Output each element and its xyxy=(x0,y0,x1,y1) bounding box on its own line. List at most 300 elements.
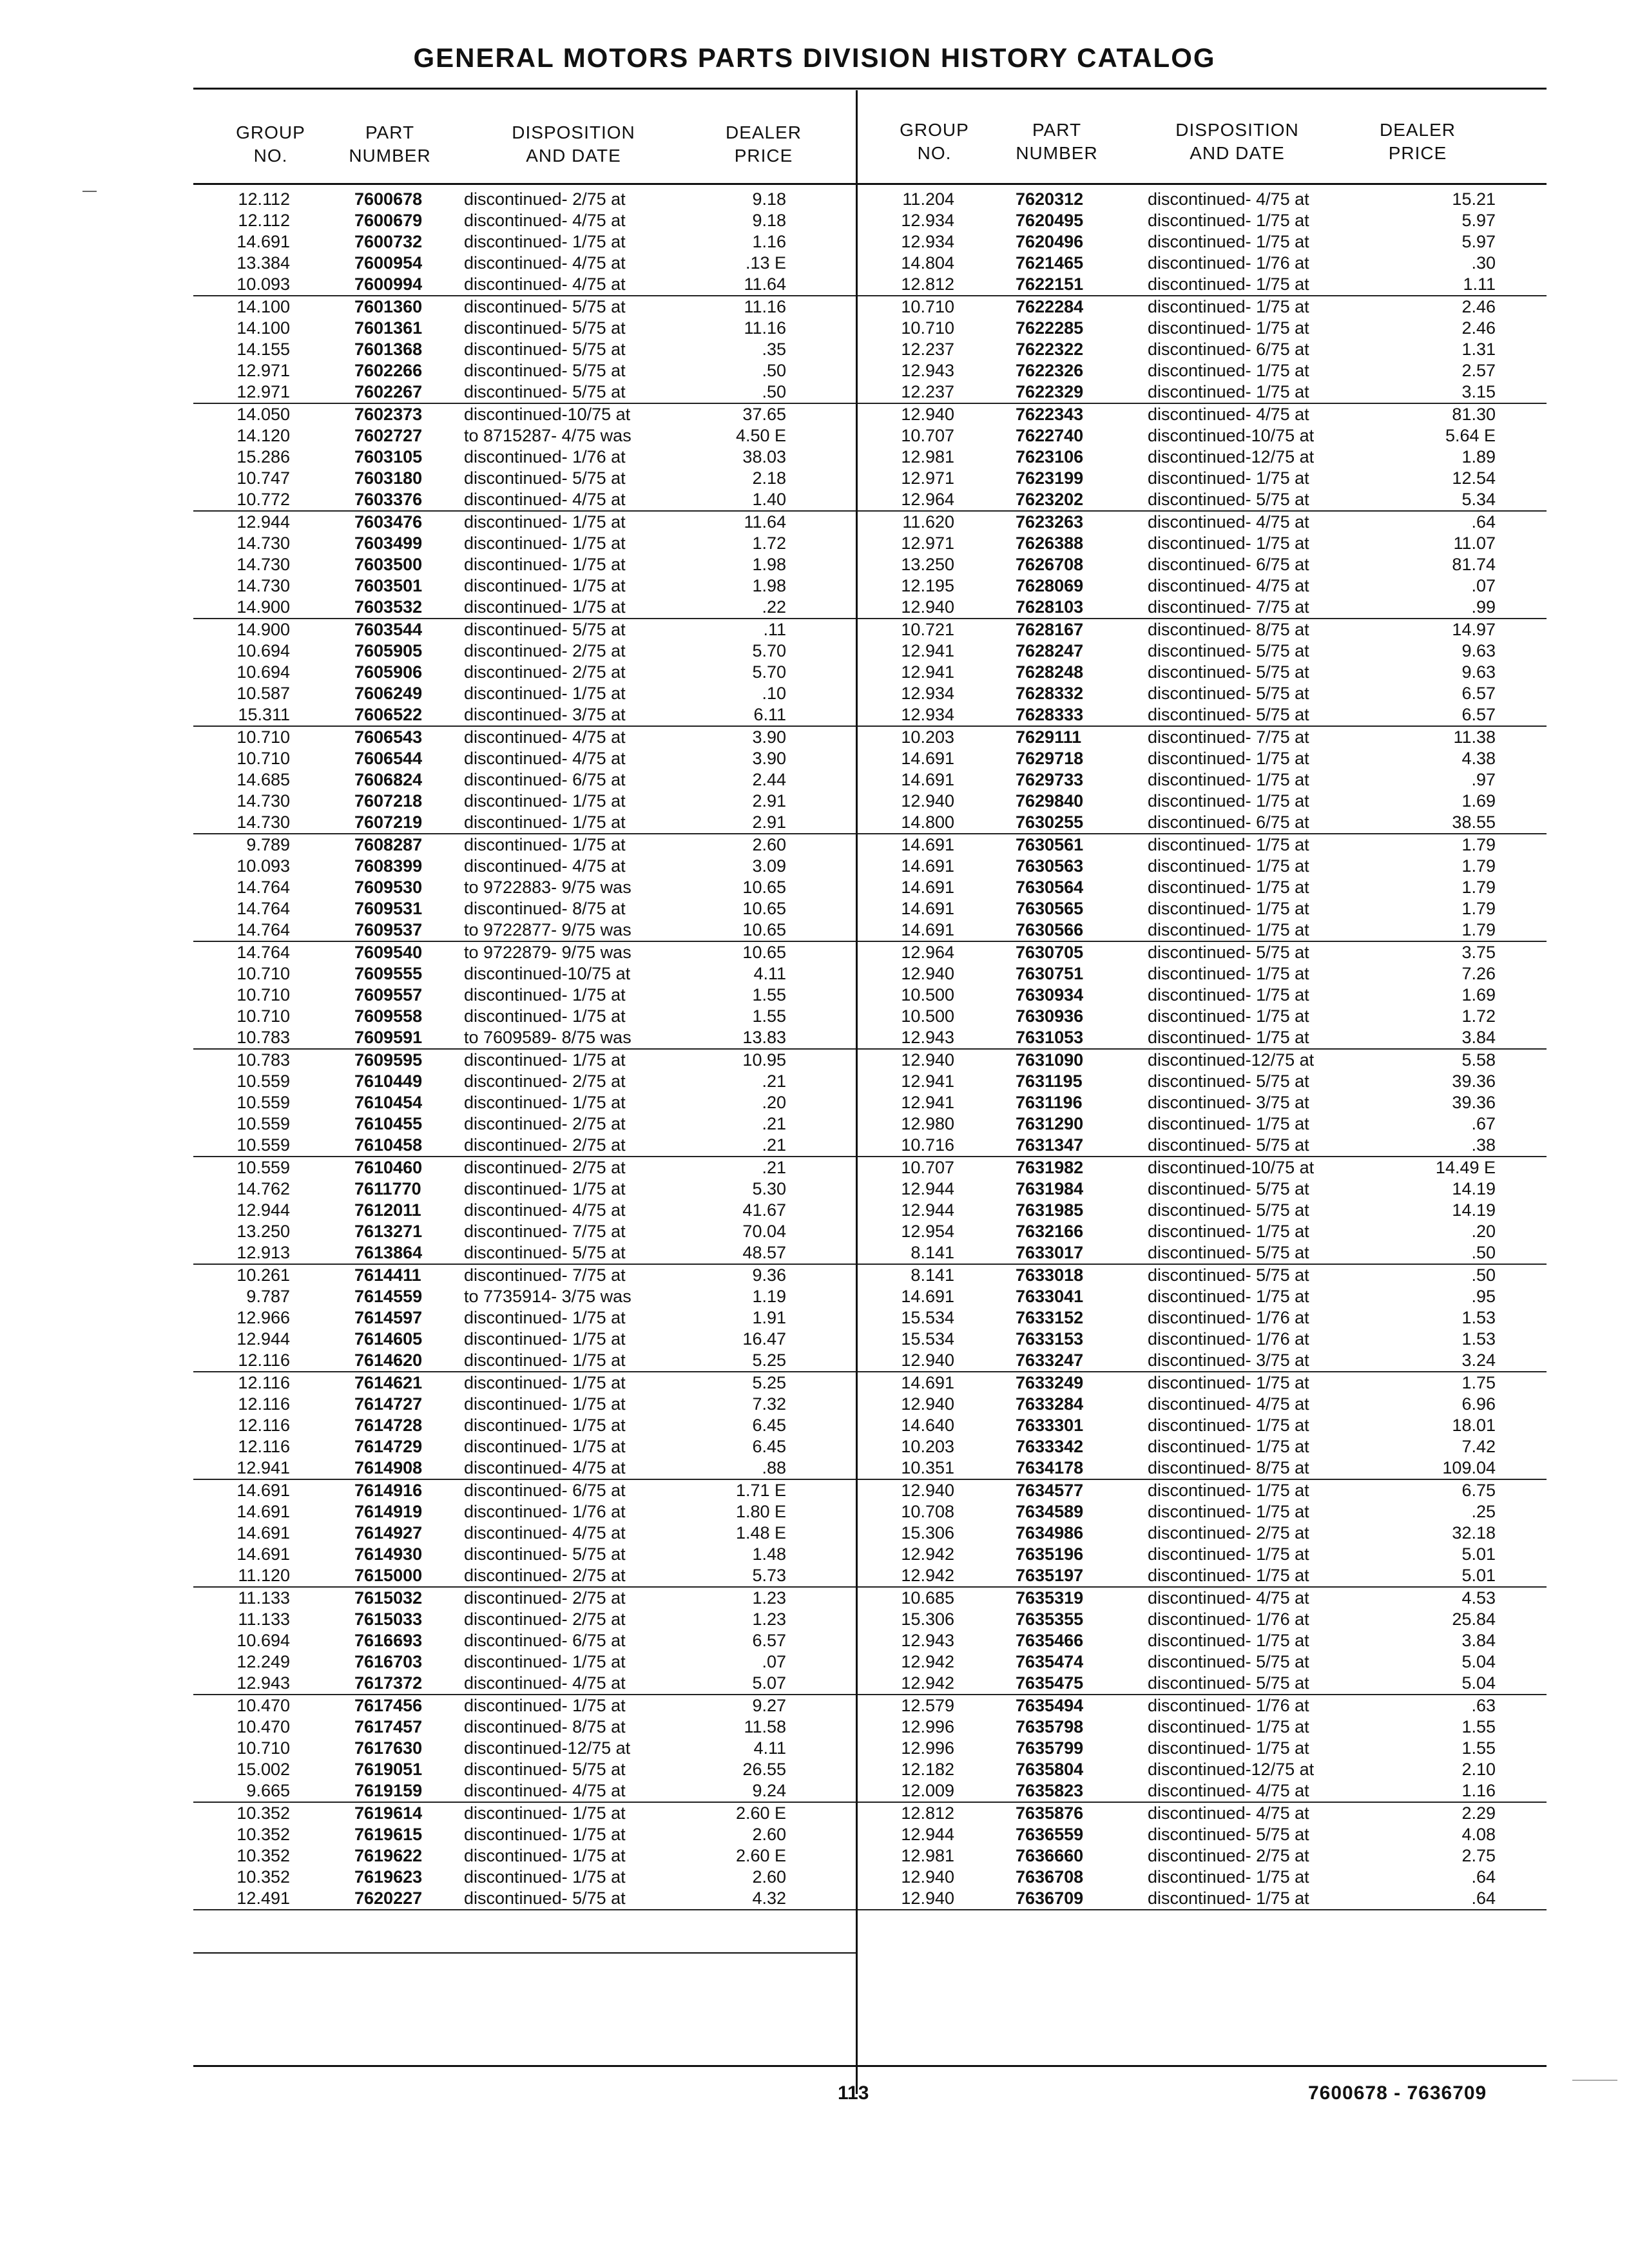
table-row xyxy=(193,812,856,834)
part-number: 7605906 xyxy=(354,662,423,682)
part-number: 7609591 xyxy=(354,1028,423,1047)
group-number: 14.900 xyxy=(236,597,290,617)
dealer-price: 81.30 xyxy=(1452,405,1496,424)
dealer-price: .21 xyxy=(762,1158,786,1177)
part-number: 7606522 xyxy=(354,705,423,724)
part-number: 7601368 xyxy=(354,340,423,359)
table-row xyxy=(193,533,856,554)
part-number: 7615033 xyxy=(354,1610,423,1629)
dealer-price: 2.46 xyxy=(1461,297,1496,316)
part-number: 7626708 xyxy=(1016,555,1084,574)
disposition: discontinued- 5/75 at xyxy=(1148,1200,1309,1220)
dealer-price: 14.19 xyxy=(1452,1200,1496,1220)
table-row xyxy=(193,296,856,318)
dealer-price: .99 xyxy=(1471,597,1496,617)
part-number: 7617457 xyxy=(354,1717,423,1736)
disposition: discontinued- 5/75 at xyxy=(464,620,626,639)
dealer-price: 11.16 xyxy=(744,297,786,316)
group-number: 10.500 xyxy=(901,1006,954,1026)
dealer-price: 2.60 E xyxy=(735,1803,786,1823)
disposition: discontinued- 1/75 at xyxy=(1148,468,1309,488)
group-number: 10.352 xyxy=(236,1825,290,1844)
disposition: discontinued- 1/75 at xyxy=(464,1416,626,1435)
dealer-price: 4.38 xyxy=(1461,749,1496,768)
table-row xyxy=(858,662,1547,683)
disposition: discontinued- 1/75 at xyxy=(464,1179,626,1198)
table-row xyxy=(193,1265,856,1286)
disposition: discontinued- 5/75 at xyxy=(1148,1265,1309,1285)
dealer-price: 5.07 xyxy=(752,1673,786,1693)
part-number: 7614908 xyxy=(354,1458,423,1477)
disposition: discontinued- 4/75 at xyxy=(1148,1588,1309,1608)
part-number: 7609540 xyxy=(354,943,423,962)
disposition: discontinued- 5/75 at xyxy=(1148,705,1309,724)
table-row xyxy=(193,834,856,856)
table-row xyxy=(193,425,856,447)
table-row xyxy=(858,1651,1547,1673)
table-row xyxy=(858,1307,1547,1329)
part-number: 7614621 xyxy=(354,1373,423,1392)
group-number: 10.559 xyxy=(236,1158,290,1177)
table-row xyxy=(193,1803,856,1824)
group-number: 14.764 xyxy=(236,878,290,897)
part-number: 7611770 xyxy=(354,1179,421,1198)
table-row xyxy=(858,1200,1547,1221)
part-number: 7622343 xyxy=(1016,405,1084,424)
part-number: 7631090 xyxy=(1016,1050,1084,1070)
part-number: 7635798 xyxy=(1016,1717,1084,1736)
part-number: 7603476 xyxy=(354,512,423,532)
table-row xyxy=(193,210,856,231)
dealer-price: .21 xyxy=(762,1135,786,1155)
group-number: 10.093 xyxy=(236,274,290,294)
disposition: discontinued- 1/76 at xyxy=(464,447,626,466)
group-number: 12.116 xyxy=(238,1416,290,1435)
dealer-price: 37.65 xyxy=(742,405,786,424)
dealer-price: .63 xyxy=(1471,1696,1496,1715)
table-row xyxy=(193,512,856,533)
group-number: 10.470 xyxy=(236,1696,290,1715)
part-number: 7626388 xyxy=(1016,533,1084,553)
dealer-price: 5.25 xyxy=(752,1373,786,1392)
part-number: 7622151 xyxy=(1016,274,1084,294)
header-disposition-line2: AND DATE xyxy=(526,146,621,166)
part-number: 7612011 xyxy=(354,1200,421,1220)
disposition: discontinued- 1/75 at xyxy=(464,1867,626,1887)
table-row xyxy=(858,963,1547,985)
part-number: 7601361 xyxy=(354,318,423,338)
group-number: 15.306 xyxy=(901,1610,954,1629)
disposition: discontinued- 1/75 at xyxy=(464,985,626,1004)
header-price-line2: PRICE xyxy=(734,146,793,166)
group-number: 13.250 xyxy=(236,1222,290,1241)
dealer-price: 18.01 xyxy=(1452,1416,1496,1435)
dealer-price: 1.53 xyxy=(1461,1329,1496,1349)
footer-rule xyxy=(193,2065,1547,2067)
left-header-part xyxy=(335,121,445,168)
part-number: 7628069 xyxy=(1016,576,1084,595)
group-number: 14.691 xyxy=(901,856,954,876)
group-number: 14.691 xyxy=(236,1481,290,1500)
table-row xyxy=(193,1716,856,1738)
table-row xyxy=(858,189,1547,210)
disposition: discontinued- 4/75 at xyxy=(1148,1394,1309,1414)
table-row xyxy=(193,963,856,985)
part-number: 7633041 xyxy=(1016,1287,1084,1306)
disposition: discontinued- 1/75 at xyxy=(464,791,626,811)
group-number: 15.311 xyxy=(238,705,290,724)
disposition: discontinued- 1/75 at xyxy=(1148,835,1309,854)
part-number: 7613271 xyxy=(354,1222,423,1241)
part-number: 7622322 xyxy=(1016,340,1084,359)
dealer-price: 109.04 xyxy=(1442,1458,1496,1477)
part-number: 7623263 xyxy=(1016,512,1084,532)
table-row xyxy=(193,1888,856,1910)
dealer-price: 3.90 xyxy=(752,749,786,768)
part-number: 7609557 xyxy=(354,985,423,1004)
dealer-price: 1.98 xyxy=(752,555,786,574)
disposition: discontinued- 2/75 at xyxy=(464,1566,626,1585)
table-row xyxy=(858,597,1547,619)
group-number: 12.966 xyxy=(236,1308,290,1327)
table-row xyxy=(193,1394,856,1415)
part-number: 7614728 xyxy=(354,1416,423,1435)
part-number: 7636559 xyxy=(1016,1825,1084,1844)
group-number: 12.934 xyxy=(901,232,954,251)
dealer-price: 25.84 xyxy=(1452,1610,1496,1629)
part-number: 7607219 xyxy=(354,812,423,832)
group-number: 12.996 xyxy=(901,1717,954,1736)
dealer-price: 1.16 xyxy=(1461,1781,1496,1800)
part-number: 7635475 xyxy=(1016,1673,1084,1693)
dealer-price: 16.47 xyxy=(742,1329,786,1349)
disposition: discontinued-12/75 at xyxy=(1148,1760,1315,1779)
part-number: 7635799 xyxy=(1016,1738,1084,1758)
disposition: discontinued- 5/75 at xyxy=(1148,1652,1309,1671)
dealer-price: 2.75 xyxy=(1461,1846,1496,1865)
disposition: discontinued- 5/75 at xyxy=(1148,1825,1309,1844)
disposition: discontinued- 1/75 at xyxy=(1148,274,1309,294)
left-header-price xyxy=(715,121,812,168)
part-number: 7633249 xyxy=(1016,1373,1084,1392)
group-number: 12.980 xyxy=(901,1114,954,1133)
part-number: 7628103 xyxy=(1016,597,1084,617)
part-number: 7635804 xyxy=(1016,1760,1084,1779)
table-row xyxy=(858,1738,1547,1759)
part-number: 7619159 xyxy=(354,1781,423,1800)
table-row xyxy=(858,1286,1547,1307)
part-number: 7614411 xyxy=(354,1265,421,1285)
group-number: 10.685 xyxy=(901,1588,954,1608)
group-number: 12.491 xyxy=(236,1888,290,1908)
dealer-price: 6.45 xyxy=(752,1416,786,1435)
left-header-disposition xyxy=(490,121,657,168)
disposition: discontinued- 4/75 at xyxy=(464,274,626,294)
table-row xyxy=(193,748,856,769)
dealer-price: 10.65 xyxy=(742,899,786,918)
group-number: 12.944 xyxy=(236,512,290,532)
part-number: 7614597 xyxy=(354,1308,423,1327)
dealer-price: 39.36 xyxy=(1452,1072,1496,1091)
table-row xyxy=(193,1780,856,1803)
part-number: 7631196 xyxy=(1016,1093,1083,1112)
group-number: 12.812 xyxy=(901,1803,954,1823)
part-number: 7622740 xyxy=(1016,426,1084,445)
part-number: 7630565 xyxy=(1016,899,1084,918)
dealer-price: .21 xyxy=(762,1114,786,1133)
table-row xyxy=(193,274,856,296)
table-row xyxy=(193,1867,856,1888)
header-group-line1: GROUP xyxy=(236,122,305,142)
disposition: discontinued- 2/75 at xyxy=(464,1114,626,1133)
dealer-price: 3.09 xyxy=(752,856,786,876)
group-number: 10.203 xyxy=(901,727,954,747)
part-number: 7628333 xyxy=(1016,705,1084,724)
table-row xyxy=(193,253,856,274)
group-number: 12.944 xyxy=(901,1200,954,1220)
dealer-price: 1.91 xyxy=(752,1308,786,1327)
group-number: 12.941 xyxy=(901,641,954,660)
dealer-price: .21 xyxy=(762,1072,786,1091)
group-number: 12.971 xyxy=(236,382,290,401)
disposition: discontinued- 2/75 at xyxy=(464,641,626,660)
disposition: discontinued- 1/75 at xyxy=(1148,533,1309,553)
dealer-price: 5.64 E xyxy=(1445,426,1496,445)
group-number: 11.620 xyxy=(902,512,954,532)
dealer-price: 2.44 xyxy=(752,770,786,789)
right-parts-table xyxy=(858,189,1547,1910)
part-number: 7609555 xyxy=(354,964,423,983)
part-number: 7630255 xyxy=(1016,812,1084,832)
table-row xyxy=(858,1457,1547,1480)
group-number: 10.559 xyxy=(236,1135,290,1155)
table-row xyxy=(858,812,1547,834)
part-number: 7629111 xyxy=(1016,727,1082,747)
dealer-price: 5.70 xyxy=(752,662,786,682)
group-number: 12.940 xyxy=(901,1888,954,1908)
dealer-price: .38 xyxy=(1471,1135,1496,1155)
dealer-price: 1.48 E xyxy=(735,1523,786,1542)
group-number: 11.120 xyxy=(238,1566,290,1585)
header-rule-right xyxy=(857,183,1547,185)
part-number: 7613864 xyxy=(354,1243,423,1262)
disposition: discontinued- 5/75 at xyxy=(1148,490,1309,509)
table-row xyxy=(858,1803,1547,1824)
group-number: 14.691 xyxy=(901,878,954,897)
disposition: discontinued- 1/75 at xyxy=(1148,1114,1309,1133)
dealer-price: .64 xyxy=(1471,1867,1496,1887)
table-row xyxy=(858,1780,1547,1803)
disposition: discontinued- 1/75 at xyxy=(464,684,626,703)
header-part-line1: PART xyxy=(1032,120,1082,140)
disposition: discontinued- 4/75 at xyxy=(464,211,626,230)
dealer-price: .10 xyxy=(762,684,786,703)
group-number: 12.940 xyxy=(901,1867,954,1887)
header-rule-left xyxy=(193,183,857,185)
table-row xyxy=(193,1027,856,1050)
dealer-price: 5.01 xyxy=(1461,1544,1496,1564)
table-row xyxy=(193,1501,856,1523)
group-number: 10.559 xyxy=(236,1114,290,1133)
disposition: discontinued- 6/75 at xyxy=(464,1481,626,1500)
group-number: 12.941 xyxy=(901,1072,954,1091)
part-number: 7622285 xyxy=(1016,318,1084,338)
disposition: discontinued- 5/75 at xyxy=(1148,943,1309,962)
part-number: 7608399 xyxy=(354,856,423,876)
dealer-price: 81.74 xyxy=(1452,555,1496,574)
disposition: discontinued- 5/75 at xyxy=(1148,1135,1309,1155)
dealer-price: 6.57 xyxy=(752,1631,786,1650)
dealer-price: .95 xyxy=(1471,1287,1496,1306)
part-number: 7636660 xyxy=(1016,1846,1084,1865)
group-number: 15.002 xyxy=(236,1760,290,1779)
dealer-price: 6.75 xyxy=(1461,1481,1496,1500)
disposition: discontinued- 1/75 at xyxy=(1148,791,1309,811)
table-row xyxy=(858,1157,1547,1178)
group-number: 12.944 xyxy=(901,1179,954,1198)
group-number: 10.710 xyxy=(236,985,290,1004)
disposition: discontinued- 1/75 at xyxy=(464,1350,626,1370)
part-number: 7617456 xyxy=(354,1696,423,1715)
table-row xyxy=(193,619,856,640)
group-number: 11.133 xyxy=(238,1610,290,1629)
table-row xyxy=(193,1415,856,1436)
table-row xyxy=(193,704,856,727)
dealer-price: .50 xyxy=(1471,1265,1496,1285)
table-row xyxy=(193,1135,856,1157)
table-row xyxy=(193,662,856,683)
group-number: 10.559 xyxy=(236,1093,290,1112)
table-row xyxy=(858,468,1547,489)
table-row xyxy=(193,791,856,812)
table-row xyxy=(858,318,1547,339)
dealer-price: 3.24 xyxy=(1461,1350,1496,1370)
part-number: 7634178 xyxy=(1016,1458,1084,1477)
table-row xyxy=(858,381,1547,404)
disposition: discontinued- 1/75 at xyxy=(1148,770,1309,789)
table-row xyxy=(858,1242,1547,1265)
table-row xyxy=(858,1630,1547,1651)
table-row xyxy=(858,1372,1547,1394)
group-number: 12.112 xyxy=(238,211,290,230)
group-number: 14.685 xyxy=(236,770,290,789)
group-number: 14.691 xyxy=(901,835,954,854)
disposition: discontinued- 5/75 at xyxy=(1148,1072,1309,1091)
page-number: 113 xyxy=(838,2082,869,2104)
disposition: discontinued- 1/75 at xyxy=(464,576,626,595)
disposition: discontinued- 2/75 at xyxy=(464,1072,626,1091)
table-row xyxy=(193,1242,856,1265)
group-number: 12.940 xyxy=(901,1394,954,1414)
table-row xyxy=(858,1027,1547,1050)
table-row xyxy=(858,512,1547,533)
group-number: 12.182 xyxy=(901,1760,954,1779)
table-row xyxy=(193,1200,856,1221)
part-number: 7617372 xyxy=(354,1673,423,1693)
group-number: 14.804 xyxy=(901,253,954,273)
part-number: 7633017 xyxy=(1016,1243,1084,1262)
disposition: discontinued- 1/75 at xyxy=(464,1006,626,1026)
table-row xyxy=(858,1609,1547,1630)
group-number: 12.940 xyxy=(901,597,954,617)
part-number: 7628167 xyxy=(1016,620,1084,639)
disposition: to 8715287- 4/75 was xyxy=(464,426,631,445)
group-number: 10.694 xyxy=(236,1631,290,1650)
group-number: 14.640 xyxy=(901,1416,954,1435)
dealer-price: 1.79 xyxy=(1461,920,1496,939)
table-row xyxy=(858,898,1547,919)
disposition: discontinued- 1/75 at xyxy=(1148,361,1309,380)
disposition: discontinued- 8/75 at xyxy=(464,1717,626,1736)
table-row xyxy=(858,683,1547,704)
group-number: 14.764 xyxy=(236,943,290,962)
table-row xyxy=(193,1523,856,1544)
group-number: 14.691 xyxy=(236,1523,290,1542)
table-row xyxy=(193,985,856,1006)
table-row xyxy=(858,619,1547,640)
dealer-price: 10.95 xyxy=(742,1050,786,1070)
dealer-price: 1.55 xyxy=(752,1006,786,1026)
dealer-price: 9.18 xyxy=(752,211,786,230)
dealer-price: 7.26 xyxy=(1461,964,1496,983)
disposition: discontinued- 1/75 at xyxy=(464,232,626,251)
dealer-price: 2.10 xyxy=(1461,1760,1496,1779)
group-number: 10.716 xyxy=(901,1135,954,1155)
group-number: 10.772 xyxy=(236,490,290,509)
group-number: 10.707 xyxy=(901,1158,954,1177)
disposition: discontinued- 5/75 at xyxy=(1148,662,1309,682)
table-row xyxy=(858,704,1547,727)
group-number: 12.812 xyxy=(901,274,954,294)
dealer-price: .50 xyxy=(762,361,786,380)
dealer-price: 15.21 xyxy=(1452,189,1496,209)
part-number: 7614919 xyxy=(354,1502,423,1521)
part-number: 7622329 xyxy=(1016,382,1084,401)
group-number: 9.665 xyxy=(246,1781,290,1800)
part-number: 7614605 xyxy=(354,1329,423,1349)
group-number: 10.559 xyxy=(236,1072,290,1091)
group-number: 12.237 xyxy=(901,382,954,401)
part-number: 7623199 xyxy=(1016,468,1084,488)
dealer-price: 32.18 xyxy=(1452,1523,1496,1542)
dealer-price: .67 xyxy=(1471,1114,1496,1133)
dealer-price: 5.04 xyxy=(1461,1673,1496,1693)
group-number: 9.787 xyxy=(246,1287,290,1306)
dealer-price: 11.38 xyxy=(1453,727,1496,747)
part-number: 7602266 xyxy=(354,361,423,380)
part-number: 7635466 xyxy=(1016,1631,1084,1650)
group-number: 13.250 xyxy=(901,555,954,574)
table-row xyxy=(858,1329,1547,1350)
table-row xyxy=(858,1824,1547,1845)
disposition: discontinued- 1/75 at xyxy=(1148,1566,1309,1585)
disposition: discontinued- 1/76 at xyxy=(1148,253,1309,273)
dealer-price: .30 xyxy=(1471,253,1496,273)
part-number: 7609595 xyxy=(354,1050,423,1070)
disposition: discontinued- 8/75 at xyxy=(1148,1458,1309,1477)
table-row xyxy=(193,1759,856,1780)
disposition: discontinued- 4/75 at xyxy=(1148,1781,1309,1800)
dealer-price: 6.11 xyxy=(753,705,786,724)
disposition: discontinued- 6/75 at xyxy=(1148,340,1309,359)
part-number: 7633153 xyxy=(1016,1329,1084,1349)
disposition: discontinued- 3/75 at xyxy=(464,705,626,724)
table-row xyxy=(858,1888,1547,1910)
dealer-price: .07 xyxy=(762,1652,786,1671)
part-number: 7630564 xyxy=(1016,878,1084,897)
table-row xyxy=(193,1329,856,1350)
disposition: discontinued- 5/75 at xyxy=(464,318,626,338)
